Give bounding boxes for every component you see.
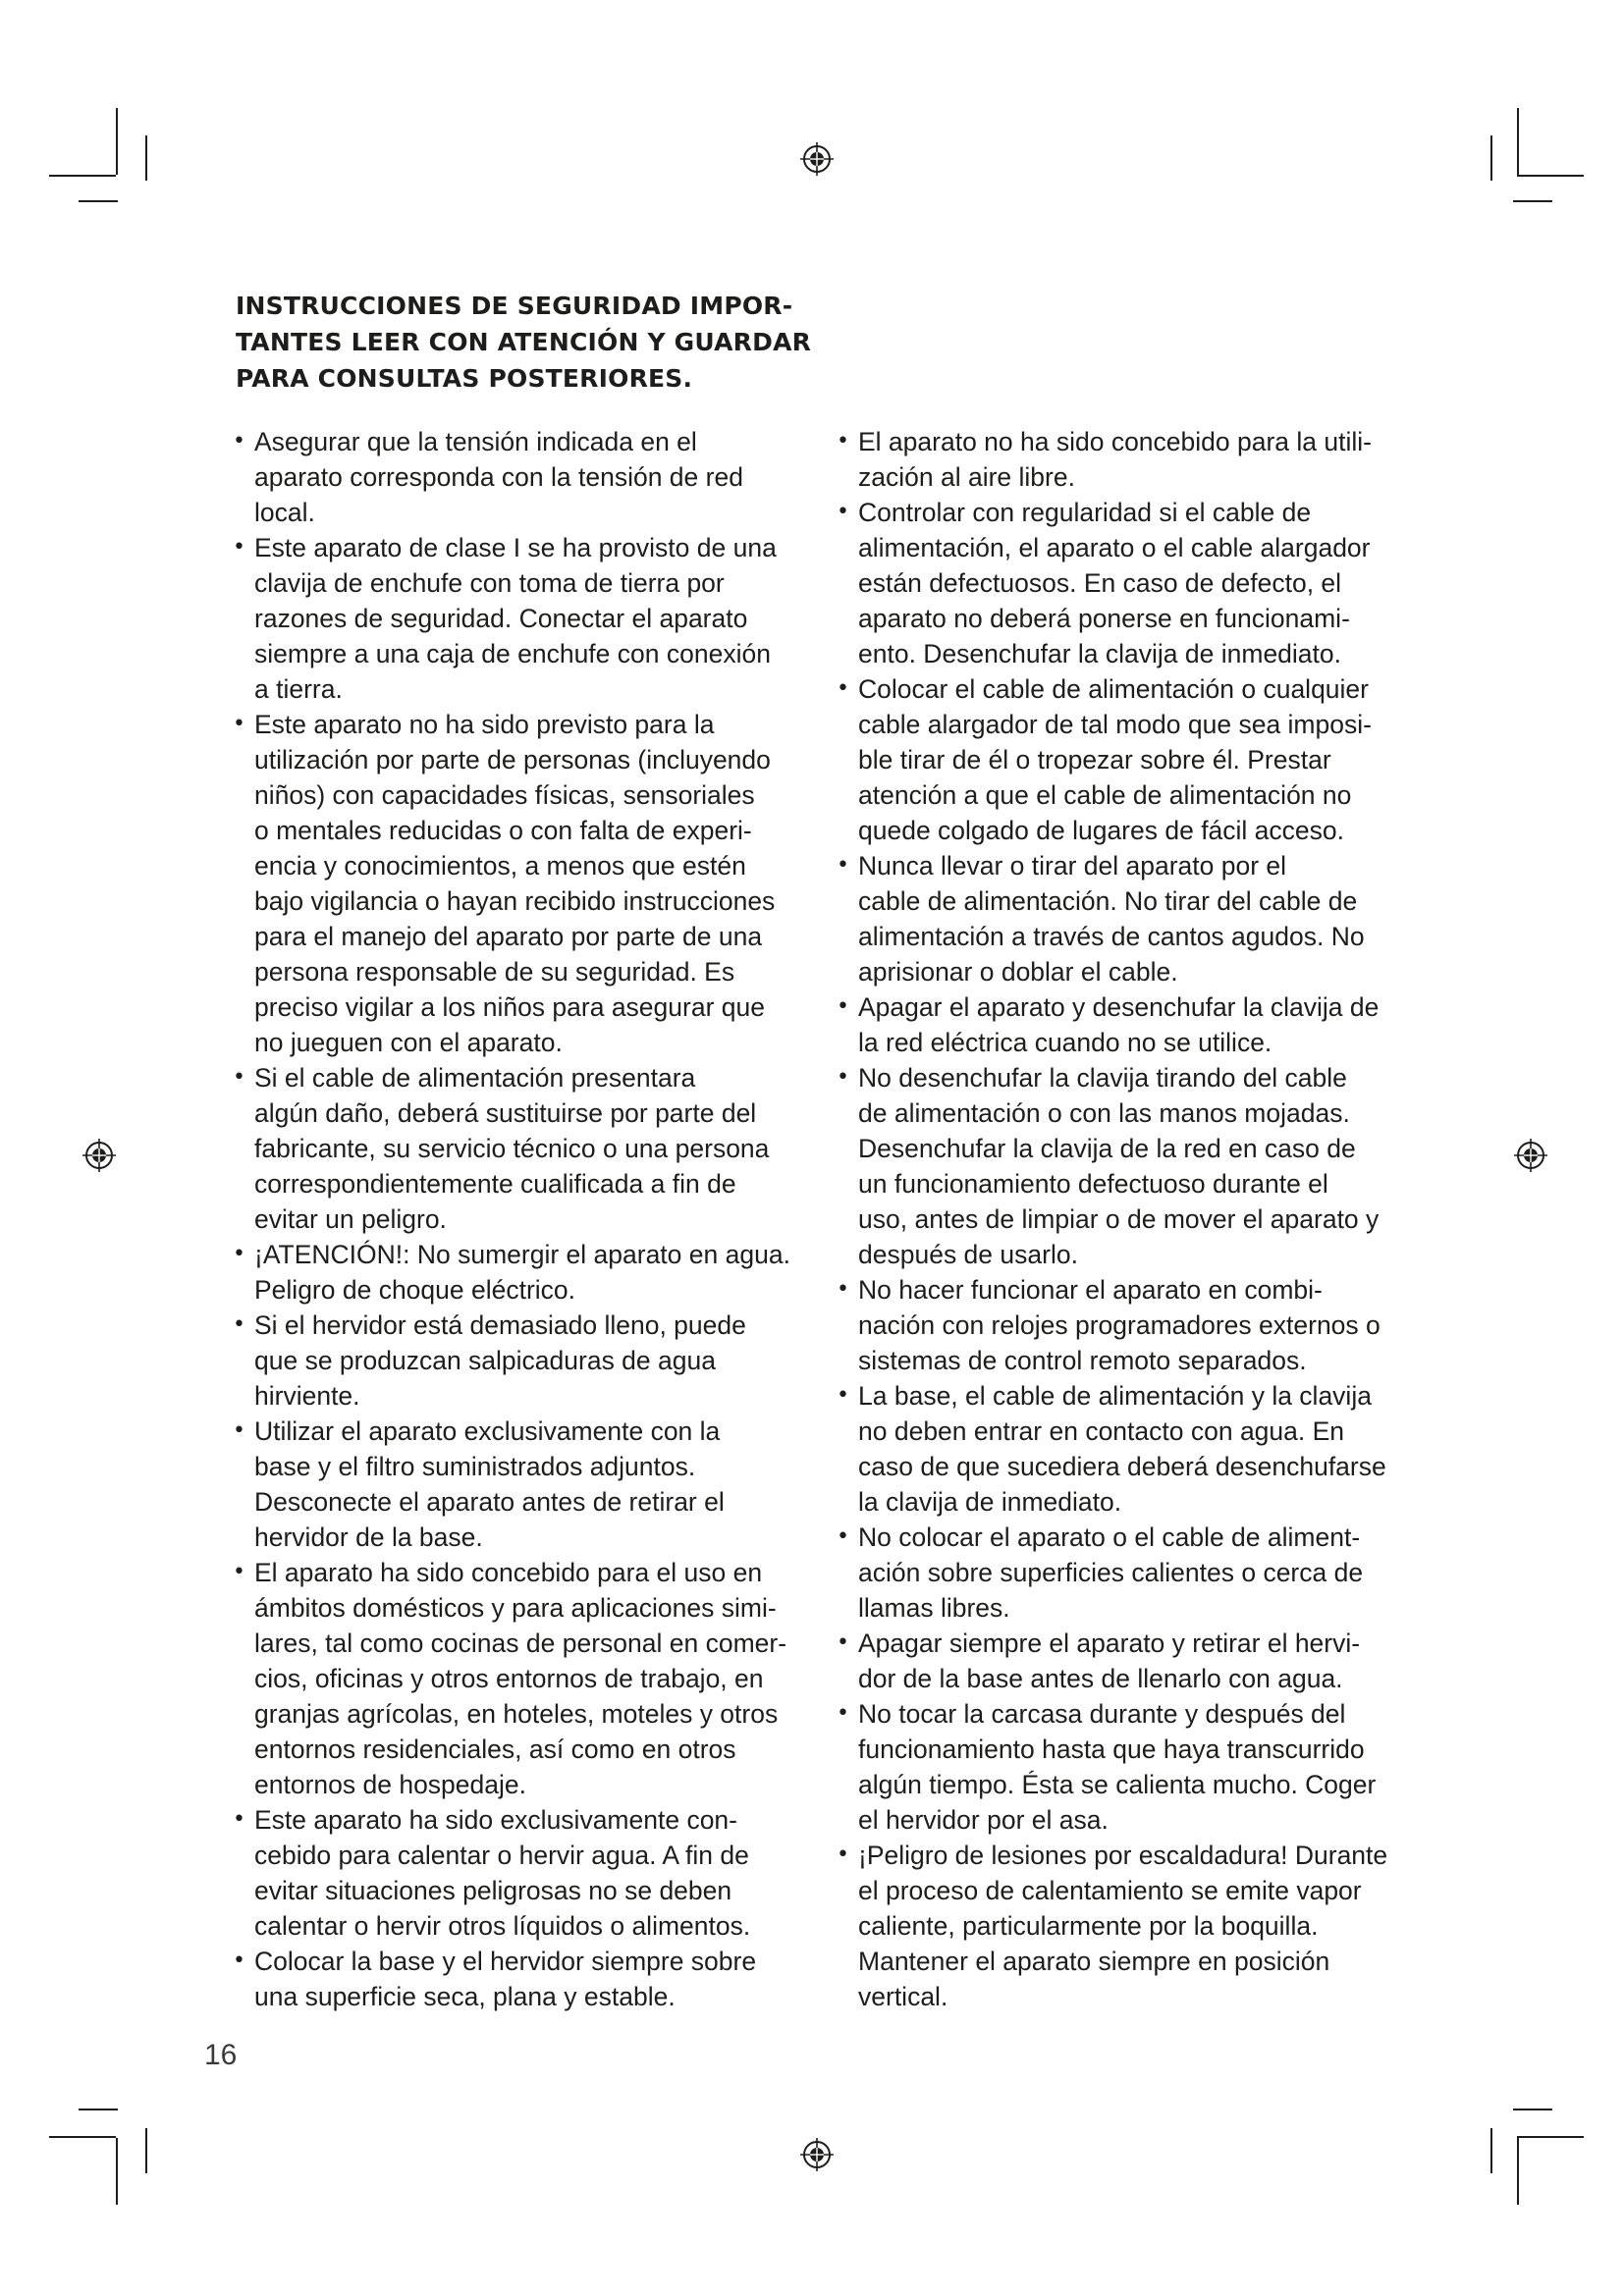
list-item-line: cable de alimentación. No tirar del cable de: [858, 886, 1358, 916]
bullet-icon: •: [837, 853, 849, 878]
list-item-line: entornos de hospedaje.: [254, 1770, 526, 1799]
list-item-line: entornos residenciales, así como en otros: [254, 1735, 736, 1764]
registration-mark-bottom-icon: [800, 2138, 834, 2171]
list-item: [233, 1308, 802, 1414]
list-item-line: correspondientemente cualificada a fin de: [254, 1169, 736, 1199]
list-item-line: utilización por parte de personas (incluyendo: [254, 745, 771, 774]
bullet-icon: •: [837, 1701, 849, 1726]
list-item-line: después de usarlo.: [858, 1240, 1078, 1269]
list-item: [837, 1626, 1396, 1696]
list-item-line: Si el hervidor está demasiado lleno, puede: [254, 1310, 746, 1340]
list-item-line: lares, tal como cocinas de personal en comer-: [254, 1629, 787, 1658]
bullet-icon: •: [233, 1560, 245, 1584]
list-item-line: hirviente.: [254, 1381, 360, 1411]
bullet-icon: •: [837, 1842, 849, 1867]
list-item-line: están defectuosos. En caso de defecto, el: [858, 568, 1342, 598]
list-item-line: Utilizar el aparato exclusivamente con la: [254, 1416, 721, 1446]
bullet-icon: •: [837, 500, 849, 524]
crop-mark-bottom-left-v1: [116, 2138, 118, 2205]
list-item-line: persona responsable de su seguridad. Es: [254, 957, 735, 987]
list-item-line: siempre a una caja de enchufe con conexión: [254, 639, 771, 668]
bullet-icon: •: [837, 1065, 849, 1090]
list-item-line: o mentales reducidas o con falta de experi-: [254, 816, 752, 845]
bullet-icon: •: [837, 676, 849, 701]
list-item-line: Apagar siempre el aparato y retirar el hervi-: [858, 1629, 1361, 1658]
list-item-line: fabricante, su servicio técnico o una persona: [254, 1134, 770, 1163]
list-item-line: No tocar la carcasa durante y después del: [858, 1699, 1346, 1729]
bullet-icon: •: [233, 1418, 245, 1443]
list-item-line: una superficie seca, plana y estable.: [254, 1982, 676, 2011]
list-item-line: Asegurar que la tensión indicada en el: [254, 427, 697, 456]
list-item-line: evitar un peligro.: [254, 1204, 447, 1234]
list-item: [837, 989, 1396, 1060]
list-item-line: Apagar el aparato y desenchufar la clavija de: [858, 992, 1380, 1022]
list-item-line: Mantener el aparato siempre en posición: [858, 1947, 1330, 1976]
crop-mark-top-left-v2: [145, 135, 147, 181]
list-item: [233, 1414, 802, 1555]
list-item: [233, 1944, 802, 2014]
crop-mark-bottom-right-h2: [1517, 2136, 1584, 2138]
list-item-line: Si el cable de alimentación presentara: [254, 1063, 696, 1093]
safety-list-left: [233, 424, 802, 2014]
list-item-line: ento. Desenchufar la clavija de inmediato.: [858, 639, 1342, 668]
crop-mark-top-left-h2: [79, 200, 118, 202]
crop-mark-top-right-v1: [1517, 108, 1519, 175]
list-item-line: sistemas de control remoto separados.: [858, 1346, 1307, 1375]
list-item-line: quede colgado de lugares de fácil acceso.: [858, 816, 1345, 845]
list-item-line: la red eléctrica cuando no se utilice.: [858, 1028, 1272, 1057]
bullet-icon: •: [837, 1277, 849, 1302]
list-item-line: aparato no deberá ponerse en funcionami-: [858, 604, 1350, 633]
list-item-line: niños) con capacidades físicas, sensoriales: [254, 780, 755, 810]
list-item-line: Peligro de choque eléctrico.: [254, 1275, 576, 1305]
list-item-line: ble tirar de él o tropezar sobre él. Prestar: [858, 745, 1331, 774]
bullet-icon: •: [233, 429, 245, 454]
list-item-line: algún daño, deberá sustituirse por parte del: [254, 1098, 757, 1128]
list-item-line: El aparato ha sido concebido para el uso en: [254, 1558, 763, 1587]
list-item-line: base y el filtro suministrados adjuntos.: [254, 1452, 696, 1481]
list-item-line: que se produzcan salpicaduras de agua: [254, 1346, 716, 1375]
list-item-line: razones de seguridad. Conectar el aparato: [254, 604, 748, 633]
list-item-line: ación sobre superficies calientes o cerca de: [858, 1558, 1364, 1587]
crop-mark-bottom-left-h1: [79, 2109, 118, 2110]
bullet-icon: •: [233, 1065, 245, 1090]
list-item: [233, 530, 802, 707]
list-item-line: ámbitos domésticos y para aplicaciones simi-: [254, 1593, 777, 1623]
list-item-line: Este aparato ha sido exclusivamente con-: [254, 1805, 737, 1835]
list-item: [837, 1378, 1396, 1520]
list-item-line: aparato corresponda con la tensión de red: [254, 462, 743, 492]
registration-mark-right-icon: [1514, 1139, 1547, 1172]
list-item-line: nación con relojes programadores externos o: [858, 1310, 1380, 1340]
list-item-line: un funcionamiento defectuoso durante el: [858, 1169, 1328, 1199]
bullet-icon: •: [233, 1242, 245, 1266]
bullet-icon: •: [233, 712, 245, 736]
list-item-line: Desenchufar la clavija de la red en caso de: [858, 1134, 1356, 1163]
bullet-icon: •: [233, 1312, 245, 1337]
list-item: [837, 1060, 1396, 1272]
safety-list-right: [837, 424, 1396, 2014]
list-item-line: granjas agrícolas, en hoteles, moteles y otros: [254, 1699, 779, 1729]
list-item-line: bajo vigilancia o hayan recibido instrucciones: [254, 886, 776, 916]
list-item-line: el hervidor por el asa.: [858, 1805, 1109, 1835]
list-item-line: caliente, particularmente por la boquilla.: [858, 1911, 1319, 1941]
crop-mark-bottom-right-h1: [1513, 2109, 1552, 2110]
list-item-line: local.: [254, 498, 315, 527]
list-item-line: Controlar con regularidad si el cable de: [858, 498, 1312, 527]
list-item-line: Colocar el cable de alimentación o cualquier: [858, 674, 1369, 704]
list-item-line: caso de que sucediera deberá desenchufarse: [858, 1452, 1386, 1481]
bullet-icon: •: [837, 994, 849, 1019]
list-item-line: cios, oficinas y otros entornos de trabajo, en: [254, 1664, 764, 1693]
crop-mark-top-left-h1: [49, 175, 116, 177]
list-item: [837, 848, 1396, 989]
list-item-line: Desconecte el aparato antes de retirar el: [254, 1487, 725, 1517]
list-item-line: Colocar la base y el hervidor siempre sobre: [254, 1947, 757, 1976]
page-title-line: INSTRUCCIONES DE SEGURIDAD IMPOR-: [236, 292, 793, 320]
list-item-line: funcionamiento hasta que haya transcurrido: [858, 1735, 1365, 1764]
list-item: [837, 424, 1396, 495]
list-item: [837, 1272, 1396, 1378]
list-item-line: el proceso de calentamiento se emite vapor: [858, 1876, 1362, 1905]
list-item-line: cebido para calentar o hervir agua. A fin de: [254, 1841, 749, 1870]
list-item-line: ¡ATENCIÓN!: No sumergir el aparato en agua.: [254, 1240, 790, 1269]
crop-mark-top-right-h2: [1513, 200, 1552, 202]
crop-mark-bottom-right-v2: [1490, 2128, 1492, 2173]
list-item-line: clavija de enchufe con toma de tierra por: [254, 568, 725, 598]
list-item-line: llamas libres.: [858, 1593, 1010, 1623]
list-item-line: dor de la base antes de llenarlo con agua.: [858, 1664, 1343, 1693]
bullet-icon: •: [837, 1524, 849, 1549]
bullet-icon: •: [837, 429, 849, 454]
list-item-line: evitar situaciones peligrosas no se deben: [254, 1876, 732, 1905]
bullet-icon: •: [837, 1630, 849, 1655]
crop-mark-top-right-h1: [1517, 175, 1584, 177]
page-number: 16: [204, 2039, 238, 2071]
crop-mark-bottom-left-v2: [145, 2128, 147, 2173]
list-item: [233, 424, 802, 530]
crop-mark-bottom-right-v1: [1517, 2138, 1519, 2205]
list-item: [837, 1696, 1396, 1838]
list-item-line: uso, antes de limpiar o de mover el aparato y: [858, 1204, 1380, 1234]
list-item-line: alimentación a través de cantos agudos. No: [858, 922, 1365, 951]
list-item-line: hervidor de la base.: [254, 1522, 483, 1552]
list-item-line: preciso vigilar a los niños para asegurar que: [254, 992, 765, 1022]
list-item-line: no jueguen con el aparato.: [254, 1028, 563, 1057]
list-item-line: para el manejo del aparato por parte de una: [254, 922, 763, 951]
list-item-line: No desenchufar la clavija tirando del cable: [858, 1063, 1347, 1093]
list-item: [233, 1802, 802, 1944]
list-item-line: ¡Peligro de lesiones por escaldadura! Durante: [858, 1841, 1388, 1870]
bullet-icon: •: [837, 1383, 849, 1408]
list-item-line: El aparato no ha sido concebido para la utili-: [858, 427, 1372, 456]
list-item-line: alimentación, el aparato o el cable alargador: [858, 533, 1371, 562]
list-item-line: vertical.: [858, 1982, 948, 2011]
page-title-line: TANTES LEER CON ATENCIÓN Y GUARDAR: [236, 328, 812, 356]
bullet-icon: •: [233, 1807, 245, 1832]
list-item: [233, 1060, 802, 1237]
list-item-line: a tierra.: [254, 674, 343, 704]
bullet-icon: •: [233, 535, 245, 560]
list-item-line: cable alargador de tal modo que sea imposi-: [858, 710, 1372, 739]
registration-mark-left-icon: [82, 1139, 116, 1172]
list-item: [837, 495, 1396, 671]
list-item-line: no deben entrar en contacto con agua. En: [858, 1416, 1345, 1446]
list-item-line: de alimentación o con las manos mojadas.: [858, 1098, 1350, 1128]
list-item-line: No colocar el aparato o el cable de aliment-: [858, 1522, 1361, 1552]
crop-mark-top-left-v1: [116, 108, 118, 175]
page-title-line: PARA CONSULTAS POSTERIORES.: [236, 364, 693, 393]
list-item-line: zación al aire libre.: [858, 462, 1075, 492]
list-item: [837, 1838, 1396, 2014]
list-item-line: La base, el cable de alimentación y la clavija: [858, 1381, 1372, 1411]
list-item-line: No hacer funcionar el aparato en combi-: [858, 1275, 1323, 1305]
page-title: [236, 288, 815, 397]
list-item: [233, 707, 802, 1060]
list-item: [837, 671, 1396, 848]
list-item-line: calentar o hervir otros líquidos o alimentos.: [254, 1911, 751, 1941]
list-item-line: Nunca llevar o tirar del aparato por el: [858, 851, 1287, 881]
registration-mark-top-icon: [800, 142, 834, 176]
list-item-line: atención a que el cable de alimentación no: [858, 780, 1352, 810]
list-item-line: algún tiempo. Ésta se calienta mucho. Coger: [858, 1770, 1377, 1799]
bullet-icon: •: [233, 1949, 245, 1973]
list-item-line: Este aparato de clase I se ha provisto de una: [254, 533, 777, 562]
list-item-line: aprisionar o doblar el cable.: [858, 957, 1178, 987]
list-item: [233, 1237, 802, 1308]
list-item-line: la clavija de inmediato.: [858, 1487, 1122, 1517]
list-item: [837, 1520, 1396, 1626]
list-item: [233, 1555, 802, 1802]
list-item-line: Este aparato no ha sido previsto para la: [254, 710, 715, 739]
list-item-line: encia y conocimientos, a menos que estén: [254, 851, 746, 881]
crop-mark-top-right-v2: [1490, 135, 1492, 181]
crop-mark-bottom-left-h2: [49, 2136, 116, 2138]
